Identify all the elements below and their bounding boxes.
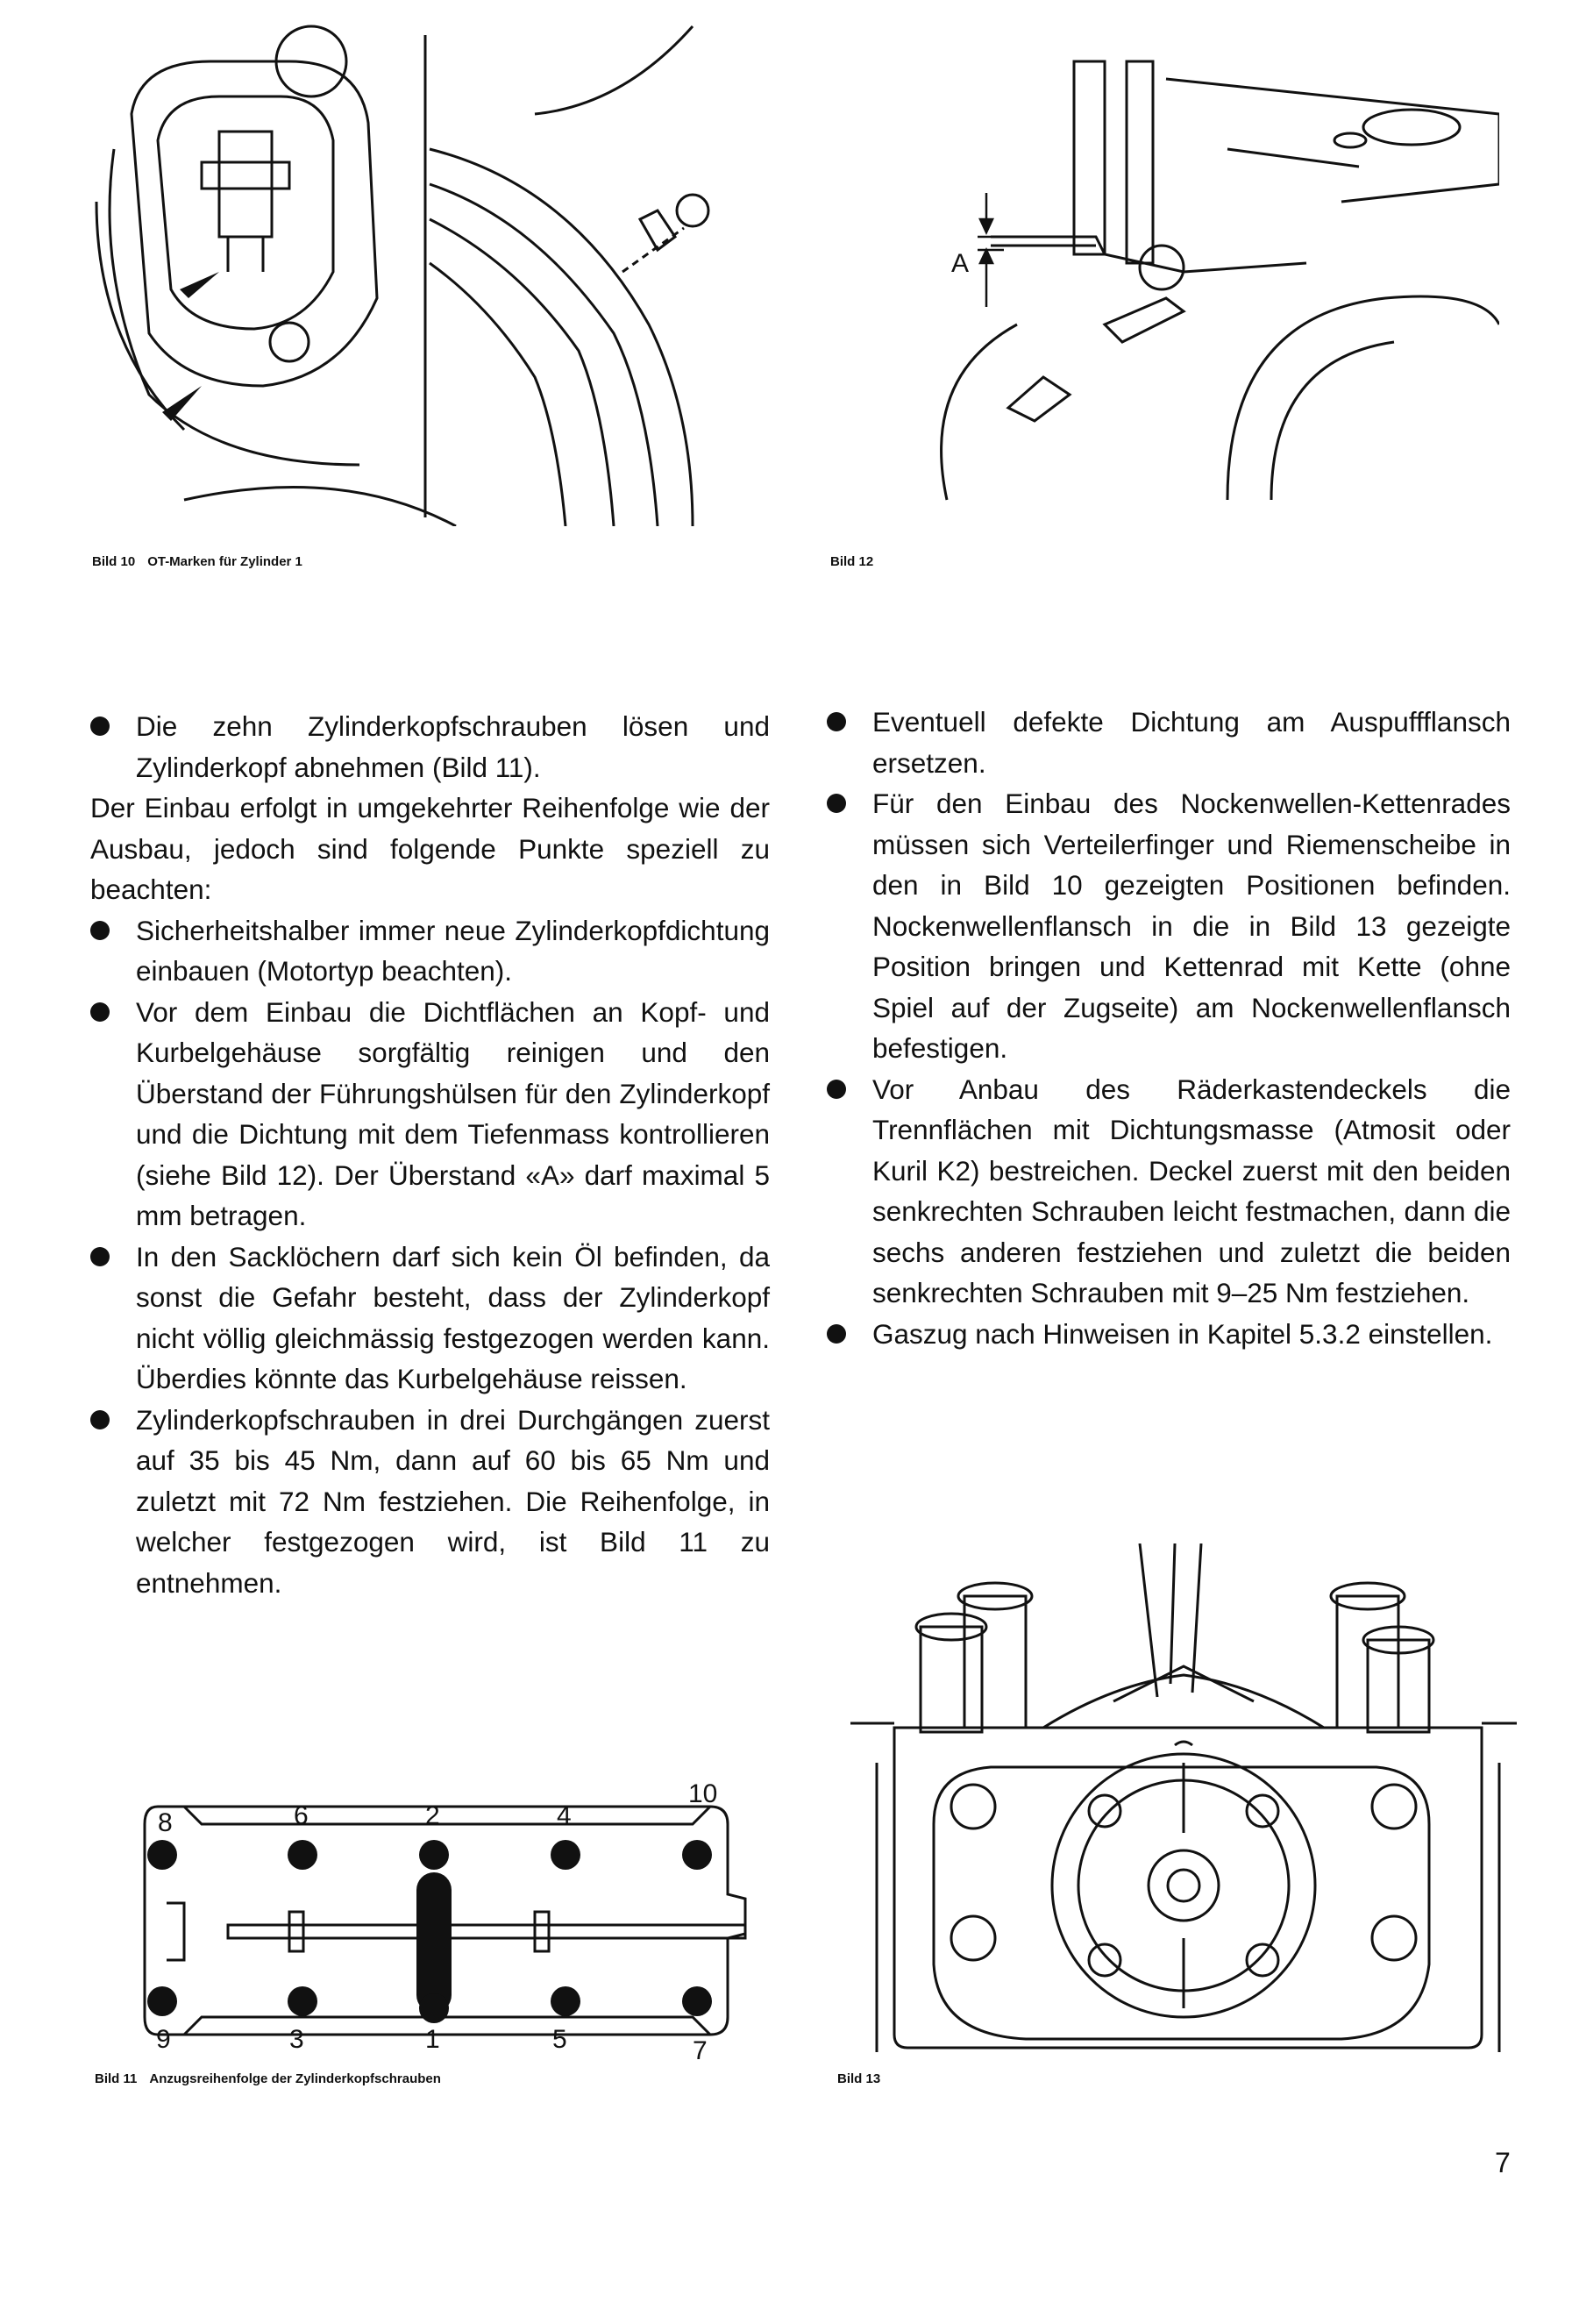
- list-item: Die zehn Zylinderkopfschrauben lösen und Zylinderkopf abnehmen (Bild 11).: [90, 706, 770, 788]
- dimension-label-a: A: [951, 249, 970, 278]
- paragraph: Der Einbau erfolgt in umgekehrter Reihenfolge wie der Ausbau, jedoch sind folgende Punkte speziell zu beachten:: [90, 792, 770, 905]
- figure-bild-10: [79, 9, 728, 526]
- list-item: Für den Einbau des Nockenwellen-Kettenrades müssen sich Verteilerfinger und Riemenscheibe in den in Bild 10 gezeigten Positionen befinden. Nockenwellenflansch in die in Bild 13 gezeigte Position bringen und Kettenrad mit Kette (ohne Spiel auf der Zugseite) am Nockenwellenflansch befestigen.: [827, 783, 1511, 1069]
- caption-bild-10: [92, 554, 302, 569]
- bolt-3: [288, 1986, 317, 2016]
- caption-title: OT-Marken für Zylinder 1: [147, 554, 302, 569]
- bolt-label-6: 6: [294, 1801, 309, 1830]
- list-item: Vor dem Einbau die Dichtflächen an Kopf- und Kurbelgehäuse sorgfältig reinigen und den Überstand der Führungshülsen für den Zylinderkopf und die Dichtung mit dem Tiefenmass kontrollieren (siehe Bild 12). Der Überstand «A» darf maximal 5 mm betragen.: [90, 992, 770, 1237]
- list-item: Eventuell defekte Dichtung am Auspuffflansch ersetzen.: [827, 702, 1511, 783]
- bolt-2: [419, 1840, 449, 1870]
- bolt-10: [682, 1840, 712, 1870]
- list-item: In den Sacklöchern darf sich kein Öl befinden, da sonst die Gefahr besteht, dass der Zylinderkopf nicht völlig gleichmässig festgezogen werden kann. Überdies könnte das Kurbelgehäuse reissen.: [90, 1237, 770, 1400]
- bolt-4: [551, 1840, 580, 1870]
- caption-number: Bild 13: [837, 2071, 881, 2086]
- bolt-label-8: 8: [158, 1808, 173, 1837]
- bolt-7: [682, 1986, 712, 2016]
- bolt-8: [147, 1840, 177, 1870]
- list-item: Zylinderkopfschrauben in drei Durchgängen zuerst auf 35 bis 45 Nm, dann auf 60 bis 65 Nm und zuletzt mit 72 Nm festziehen. Die Reihenfolge, in welcher festgezogen wird, ist Bild 11 zu entnehmen.: [90, 1400, 770, 1604]
- caption-number: Bild 11: [95, 2071, 138, 2086]
- bolt-label-10: 10: [688, 1779, 718, 1808]
- list-item: Sicherheitshalber immer neue Zylinderkopfdichtung einbauen (Motortyp beachten).: [90, 910, 770, 992]
- bolt-6: [288, 1840, 317, 1870]
- page-number: 7: [1495, 2147, 1511, 2178]
- tightening-sequence-diagram: [132, 1772, 763, 2061]
- caption-title: Anzugsreihenfolge der Zylinderkopfschrauben: [149, 2071, 441, 2086]
- caption-bild-13: [837, 2071, 893, 2086]
- bolt-5: [551, 1986, 580, 2016]
- list-item: Gaszug nach Hinweisen in Kapitel 5.3.2 einstellen.: [827, 1314, 1511, 1355]
- list-item: Vor Anbau des Räderkastendeckels die Trennflächen mit Dichtungsmasse (Atmosit oder Kuril K2) bestreichen. Deckel zuerst mit den beiden senkrechten Schrauben leicht festmachen, dann die sechs anderen festziehen und zuletzt die beiden senkrechten Schrauben mit 9–25 Nm festziehen.: [827, 1069, 1511, 1314]
- left-text-column: [90, 706, 770, 1603]
- caption-number: Bild 12: [830, 554, 874, 569]
- bolt-label-1: 1: [425, 2025, 440, 2054]
- bolt-label-2: 2: [425, 1801, 440, 1830]
- bolt-label-7: 7: [693, 2036, 708, 2061]
- right-text-column: [827, 702, 1511, 1354]
- camshaft-flange-drawing: [850, 1543, 1517, 2052]
- caption-number: Bild 10: [92, 554, 136, 569]
- figure-bild-12: [815, 9, 1499, 526]
- caption-bild-11: [95, 2071, 441, 2086]
- figure-bild-11: [132, 1772, 763, 2061]
- distributor-pulley-drawing: [79, 9, 728, 526]
- depth-gauge-drawing: [815, 9, 1499, 526]
- bolt-1: [419, 1993, 449, 2023]
- bolt-label-3: 3: [289, 2025, 304, 2054]
- bolt-9: [147, 1986, 177, 2016]
- bolt-label-4: 4: [557, 1801, 572, 1830]
- figure-bild-13: [850, 1543, 1517, 2052]
- caption-bild-12: [830, 554, 886, 569]
- bolt-label-5: 5: [552, 2025, 567, 2054]
- bolt-label-9: 9: [156, 2025, 171, 2054]
